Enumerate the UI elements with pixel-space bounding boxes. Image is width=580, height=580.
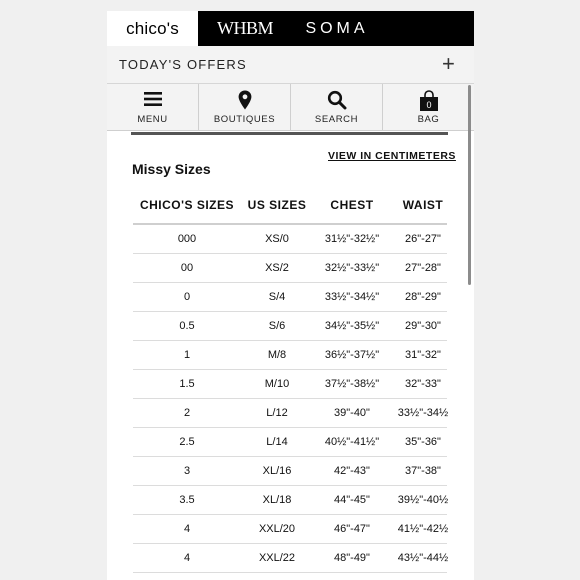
table-header (133, 197, 447, 225)
brand-tab-whbm[interactable]: WHBM (217, 18, 273, 38)
main-nav (107, 84, 474, 131)
chicos-size-cell: 0.5 (179, 320, 195, 332)
chest-cell: 36½"-37½" (324, 349, 380, 361)
waist-cell: 33½"-34½ (397, 407, 449, 419)
us-size-cell: XS/0 (265, 233, 289, 245)
chest-cell: 33½"-34½" (324, 291, 380, 303)
table-row (133, 370, 447, 399)
waist-cell: 26"-27" (405, 233, 441, 245)
waist-cell: 39½"-40½ (397, 494, 449, 506)
plus-icon[interactable]: + (442, 51, 455, 76)
chicos-size-cell: 4 (183, 552, 191, 564)
chicos-size-cell: 2 (183, 407, 191, 419)
us-size-cell: XXL/22 (258, 552, 296, 564)
section-title: Missy Sizes (132, 161, 211, 177)
todays-offers-bar[interactable] (107, 46, 474, 84)
chest-cell: 31½"-32½" (324, 233, 380, 245)
chest-cell: 34½"-35½" (324, 320, 380, 332)
table-body (133, 225, 447, 573)
brand-tab-soma[interactable]: SOMA (305, 19, 369, 37)
chest-cell: 48"-49" (334, 552, 370, 564)
search-label: SEARCH (314, 114, 359, 125)
table-row (133, 399, 447, 428)
menu-label: MENU (137, 114, 168, 125)
table-row (133, 312, 447, 341)
header-us-sizes: US SIZES (247, 198, 307, 212)
shopping-bag-icon (383, 90, 474, 110)
bag-label: BAG (417, 114, 440, 125)
chest-cell: 46"-47" (334, 523, 370, 535)
location-pin-icon (199, 90, 290, 110)
us-size-cell: S/4 (268, 291, 286, 303)
chicos-size-cell: 2.5 (179, 436, 195, 448)
hamburger-menu-icon (107, 90, 198, 110)
boutiques-button[interactable] (199, 84, 291, 130)
us-size-cell: L/14 (266, 436, 288, 448)
view-in-centimeters-link[interactable]: VIEW IN CENTIMETERS (328, 150, 456, 162)
chicos-size-cell: 000 (177, 233, 197, 245)
chicos-size-cell: 3 (183, 465, 191, 477)
table-row (133, 283, 447, 312)
chest-cell: 39"-40" (334, 407, 370, 419)
brand-tab-chicos[interactable]: chico's (107, 11, 198, 46)
header-waist: WAIST (402, 198, 444, 212)
waist-cell: 27"-28" (405, 262, 441, 274)
todays-offers-label: TODAY'S OFFERS (119, 57, 247, 72)
search-icon (291, 90, 382, 110)
us-size-cell: S/6 (268, 320, 286, 332)
table-row (133, 225, 447, 254)
chicos-size-cell: 1 (183, 349, 191, 361)
brand-bar (107, 11, 474, 46)
waist-cell: 29"-30" (405, 320, 441, 332)
scrollbar[interactable] (468, 85, 471, 285)
chicos-size-cell: 3.5 (179, 494, 195, 506)
us-size-cell: XL/18 (262, 494, 292, 506)
search-button[interactable] (291, 84, 383, 130)
us-size-cell: L/12 (266, 407, 288, 419)
us-size-cell: XL/16 (262, 465, 292, 477)
waist-cell: 41½"-42½ (397, 523, 449, 535)
waist-cell: 32"-33" (405, 378, 441, 390)
chest-cell: 42"-43" (334, 465, 370, 477)
chicos-size-cell: 4 (183, 523, 191, 535)
chest-cell: 44"-45" (334, 494, 370, 506)
waist-cell: 43½"-44½ (397, 552, 449, 564)
chest-cell: 32½"-33½" (324, 262, 380, 274)
table-row (133, 486, 447, 515)
boutiques-label: BOUTIQUES (213, 114, 276, 125)
us-size-cell: M/10 (264, 378, 290, 390)
waist-cell: 37"-38" (405, 465, 441, 477)
section-divider (131, 132, 448, 135)
us-size-cell: XXL/20 (258, 523, 296, 535)
us-size-cell: XS/2 (265, 262, 289, 274)
bag-count: 0 (425, 100, 432, 110)
menu-button[interactable] (107, 84, 199, 130)
table-row (133, 428, 447, 457)
chicos-size-cell: 0 (183, 291, 191, 303)
us-size-cell: M/8 (267, 349, 287, 361)
table-row (133, 515, 447, 544)
waist-cell: 35"-36" (405, 436, 441, 448)
table-row (133, 544, 447, 573)
chicos-size-cell: 00 (180, 262, 194, 274)
size-chart-table (133, 197, 447, 573)
chest-cell: 40½"-41½" (324, 436, 380, 448)
bag-button[interactable] (383, 84, 474, 130)
chest-cell: 37½"-38½" (324, 378, 380, 390)
table-row (133, 341, 447, 370)
app-frame (107, 11, 474, 580)
waist-cell: 28"-29" (405, 291, 441, 303)
header-chicos-sizes: CHICO'S SIZES (139, 198, 235, 212)
table-row (133, 457, 447, 486)
header-chest: CHEST (330, 198, 374, 212)
waist-cell: 31"-32" (405, 349, 441, 361)
table-row (133, 254, 447, 283)
chicos-size-cell: 1.5 (179, 378, 195, 390)
